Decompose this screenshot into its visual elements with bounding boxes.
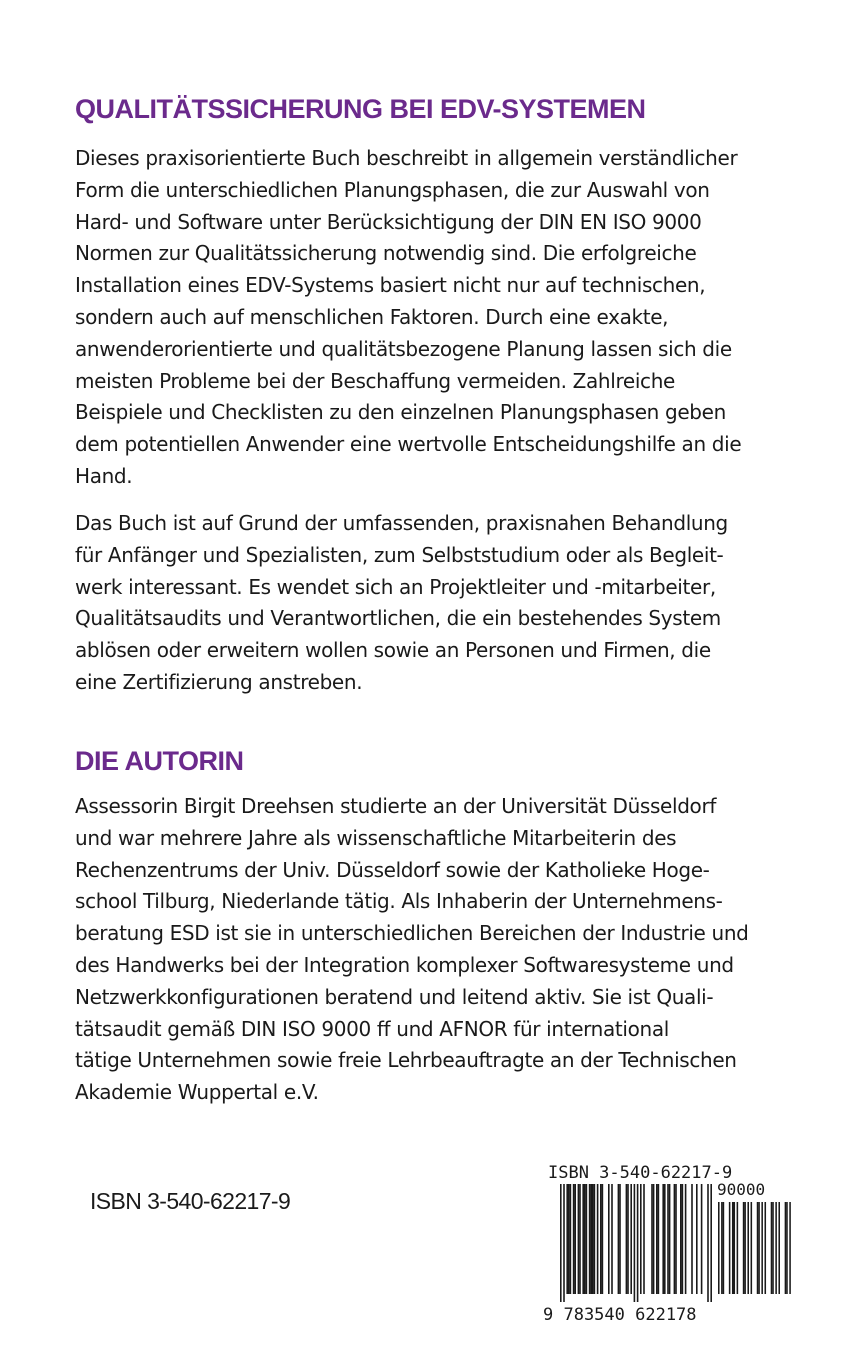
- barcode-bar: [619, 1184, 621, 1294]
- barcode-addon-digits: 90000: [717, 1180, 766, 1199]
- barcode-bar: [586, 1184, 588, 1294]
- text-line: Assessorin Birgit Dreehsen studierte an der Universität Düsseldorf: [75, 794, 717, 818]
- text-line: des Handwerks bei der Integration komplexer Softwaresysteme und: [75, 952, 734, 977]
- description-paragraph: [75, 143, 795, 493]
- text-line: Akademie Wuppertal e.V.: [75, 1080, 319, 1105]
- barcode-bar: [573, 1184, 575, 1294]
- text-line: Form die unterschiedlichen Planungsphasen, die zur Auswahl von: [75, 177, 710, 202]
- barcode-bar: [723, 1202, 725, 1294]
- barcode-bar: [634, 1184, 636, 1302]
- barcode-bar: [618, 1184, 620, 1294]
- barcode-bar: [743, 1202, 745, 1294]
- section-title-quality: QUALITÄTSSICHERUNG BEI EDV-SYSTEMEN: [75, 94, 646, 124]
- barcode-bar: [653, 1184, 655, 1294]
- text-line: ablösen oder erweitern wollen sowie an Personen und Firmen, die: [75, 638, 711, 663]
- barcode-bar: [608, 1184, 610, 1294]
- text-line: dem potentiellen Anwender eine wertvolle Entscheidungshilfe an die: [75, 432, 742, 457]
- ean-bars: [560, 1184, 712, 1302]
- barcode-bar: [579, 1184, 581, 1294]
- barcode-bar: [560, 1184, 562, 1302]
- text-line: Dieses praxisorientierte Buch beschreibt in allgemein verständlicher: [75, 146, 738, 170]
- barcode-bar: [563, 1184, 565, 1302]
- text-line: anwenderorientierte und qualitätsbezogene Planung lassen sich die: [75, 336, 732, 361]
- isbn-label: ISBN 3-540-62217-9: [90, 1188, 291, 1214]
- text-line: Qualitätsaudits und Verantwortlichen, die ein bestehendes System: [75, 606, 721, 631]
- barcode-bar: [637, 1184, 639, 1302]
- barcode-bar: [696, 1184, 698, 1294]
- text-line: für Anfänger und Spezialisten, zum Selbststudium oder als Begleit-: [75, 542, 724, 567]
- barcode-bar: [590, 1184, 592, 1294]
- text-line: meisten Probleme bei der Beschaffung vermeiden. Zahlreiche: [75, 368, 675, 393]
- text-line: Normen zur Qualitätssicherung notwendig sind. Die erfolgreiche: [75, 241, 697, 266]
- barcode-bar: [710, 1184, 712, 1302]
- addon-bars: [718, 1202, 791, 1294]
- barcode-bar: [744, 1202, 746, 1294]
- text-line: Netzwerkkonfigurationen beratend und leitend aktiv. Sie ist Quali-: [75, 984, 714, 1009]
- barcode-bar: [630, 1184, 632, 1294]
- barcode-graphic: [540, 1160, 800, 1325]
- barcode-bar: [729, 1202, 731, 1294]
- text-line: und war mehrere Jahre als wissenschaftliche Mitarbeiterin des: [75, 825, 677, 850]
- text-line: werk interessant. Es wendet sich an Projektleiter und -mitarbeiter,: [75, 574, 716, 599]
- barcode-bar: [582, 1184, 584, 1294]
- text-line: Rechenzentrums der Univ. Düsseldorf sowie der Katholieke Hoge-: [75, 857, 710, 882]
- barcode-bar: [775, 1202, 777, 1294]
- text-line: sondern auch auf menschlichen Faktoren. Durch eine exakte,: [75, 304, 669, 329]
- barcode-bar: [640, 1184, 642, 1294]
- text-line: Beispiele und Checklisten zu den einzelnen Planungsphasen geben: [75, 400, 726, 425]
- barcode-bar: [789, 1202, 791, 1294]
- barcode-bar: [751, 1202, 753, 1294]
- text-line: Das Buch ist auf Grund der umfassenden, praxisnahen Behandlung: [75, 511, 728, 535]
- text-line: Installation eines EDV-Systems basiert nicht nur auf technischen,: [75, 273, 706, 298]
- barcode: [540, 1160, 800, 1325]
- barcode-bar: [771, 1202, 773, 1294]
- barcode-bar: [674, 1184, 676, 1294]
- barcode-bar: [707, 1184, 709, 1302]
- barcode-bar: [761, 1202, 763, 1294]
- barcode-bar: [701, 1184, 703, 1294]
- barcode-bar: [664, 1184, 666, 1294]
- barcode-bar: [643, 1184, 645, 1294]
- barcode-bar: [685, 1184, 687, 1294]
- barcode-bar: [611, 1184, 613, 1294]
- barcode-bar: [651, 1184, 653, 1294]
- barcode-isbn-header: ISBN 3-540-62217-9: [548, 1163, 733, 1183]
- barcode-bar: [570, 1184, 572, 1294]
- barcode-bar: [656, 1184, 658, 1294]
- barcode-bar: [757, 1202, 759, 1294]
- text-line: eine Zertifizierung anstreben.: [75, 669, 363, 694]
- barcode-bar: [732, 1202, 734, 1294]
- barcode-bar: [675, 1184, 677, 1294]
- barcode-bar: [734, 1202, 736, 1294]
- barcode-bar: [574, 1184, 576, 1294]
- text-line: school Tilburg, Niederlande tätig. Als Inhaberin der Unternehmens-: [75, 889, 723, 914]
- barcode-bar: [602, 1184, 604, 1294]
- text-line: tätsaudit gemäß DIN ISO 9000 ff und AFNOR für international: [75, 1016, 669, 1041]
- barcode-bar: [737, 1202, 739, 1294]
- barcode-bar: [785, 1202, 787, 1294]
- section-title-author: DIE AUTORIN: [75, 746, 244, 776]
- barcode-bar: [626, 1184, 628, 1294]
- text-line: beratung ESD ist sie in unterschiedlichen Bereichen der Industrie und: [75, 921, 749, 946]
- author-paragraph: [75, 791, 795, 1109]
- barcode-bar: [662, 1184, 664, 1294]
- barcode-bar: [600, 1184, 602, 1294]
- barcode-bar: [786, 1202, 788, 1294]
- barcode-bar: [747, 1202, 749, 1294]
- barcode-bar: [592, 1184, 594, 1294]
- barcode-bar: [758, 1202, 760, 1294]
- barcode-bar: [721, 1202, 723, 1294]
- barcode-bar: [778, 1202, 780, 1294]
- barcode-bar: [594, 1184, 596, 1294]
- barcode-bar: [691, 1184, 693, 1294]
- barcode-bar: [718, 1202, 720, 1294]
- barcode-bar: [568, 1184, 570, 1294]
- audience-paragraph: [75, 508, 795, 699]
- barcode-bar: [578, 1184, 580, 1294]
- barcode-bar: [627, 1184, 629, 1294]
- text-line: Hand.: [75, 463, 133, 488]
- barcode-bar: [566, 1184, 568, 1294]
- barcode-bar: [772, 1202, 774, 1294]
- text-line: tätige Unternehmen sowie freie Lehrbeauftragte an der Technischen: [75, 1048, 737, 1073]
- barcode-bar: [597, 1184, 599, 1294]
- barcode-bar: [589, 1184, 591, 1294]
- barcode-bar: [584, 1184, 586, 1294]
- barcode-ean-digits: 9 783540 622178: [543, 1305, 697, 1325]
- barcode-bar: [765, 1202, 767, 1294]
- barcode-bar: [658, 1184, 660, 1294]
- text-line: Hard- und Software unter Berücksichtigung der DIN EN ISO 9000: [75, 209, 702, 234]
- barcode-bar: [669, 1184, 671, 1294]
- barcode-bar: [682, 1184, 684, 1294]
- barcode-bar: [667, 1184, 669, 1294]
- barcode-bar: [680, 1184, 682, 1294]
